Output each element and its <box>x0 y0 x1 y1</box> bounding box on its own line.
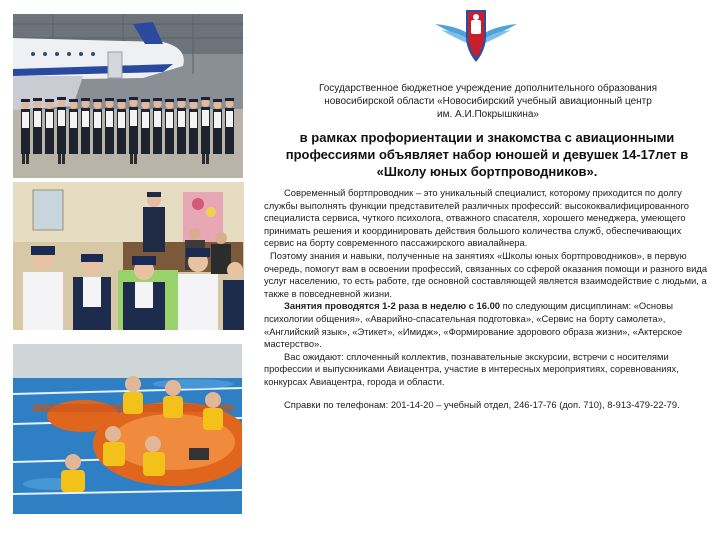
headline-line-3: «Школу юных бортпроводников». <box>376 164 598 179</box>
photo-pool-training <box>13 344 242 514</box>
organization-line-2: новосибирской области «Новосибирский учебный авиационный центр <box>324 96 652 107</box>
classroom-image <box>13 182 244 330</box>
organization-line-1: Государственное бюджетное учреждение дополнительного образования <box>318 83 658 94</box>
paragraph-intro: Современный бортпроводник – это уникальный специалист, которому приходится по долгу службы выполнять функции представителей различных профессий: высококвалифицированного специалиста сервиса, чуткого психолога, отважного спасателя, хорошего менеджера, умеющего принимать решения и координировать действия большого количества служб, обеспечивающих сервис на борту современного пассажирского авиалайнера. <box>264 187 689 249</box>
organization-line-3: им. А.И.Покрышкина» <box>437 109 539 120</box>
hangar-group-image <box>13 14 243 178</box>
pool-training-image <box>13 344 242 514</box>
paragraph-offer: Вас ожидают: сплоченный коллектив, познавательные экскурсии, встречи с носителями профессии и выпускниками Авиацентра, участие в интересных мероприятиях, соревнованиях, конкурсах Авиацентра, города и области. <box>264 350 679 387</box>
headline-line-2: профессиями объявляет набор юношей и девушек 14-17лет в <box>285 147 689 162</box>
announcement-body <box>264 187 710 411</box>
headline-line-1: в рамках профориентации и знакомства с авиационными <box>299 130 675 145</box>
photo-classroom <box>13 182 244 330</box>
organization-name <box>268 82 708 121</box>
schedule-disciplines: по следующим дисциплинам: «Основы психологии общения», «Аварийно-спасательная подготовка», «Сервис на борту самолета», «Английский язык», «Этикет», «Имидж», «Формирование здорового образа жизни», «Актерское мастерство». <box>264 300 683 350</box>
announcement-headline <box>258 129 716 180</box>
schedule-bold: Занятия проводятся 1-2 раза в неделю с 16.00 <box>284 300 501 312</box>
winged-shield-icon <box>433 4 519 66</box>
aviation-center-logo <box>433 4 519 66</box>
contacts-paragraph: Справки по телефонам: 201-14-20 – учебный отдел, 246-17-76 (доп. 710), 8-913-479-22-79. <box>284 398 680 410</box>
paragraph-benefits: Поэтому знания и навыки, полученные на занятиях «Школы юных бортпроводников», в первую очередь, помогут вам в освоении профессий, связанных со сферой оказания помощи и разного вида услуг населению, то есть работе, где основной составляющей является взаимодействие с людьми, а также в повседневной жизни. <box>264 249 708 299</box>
photo-hangar-group <box>13 14 243 178</box>
paragraph-schedule <box>264 300 710 350</box>
